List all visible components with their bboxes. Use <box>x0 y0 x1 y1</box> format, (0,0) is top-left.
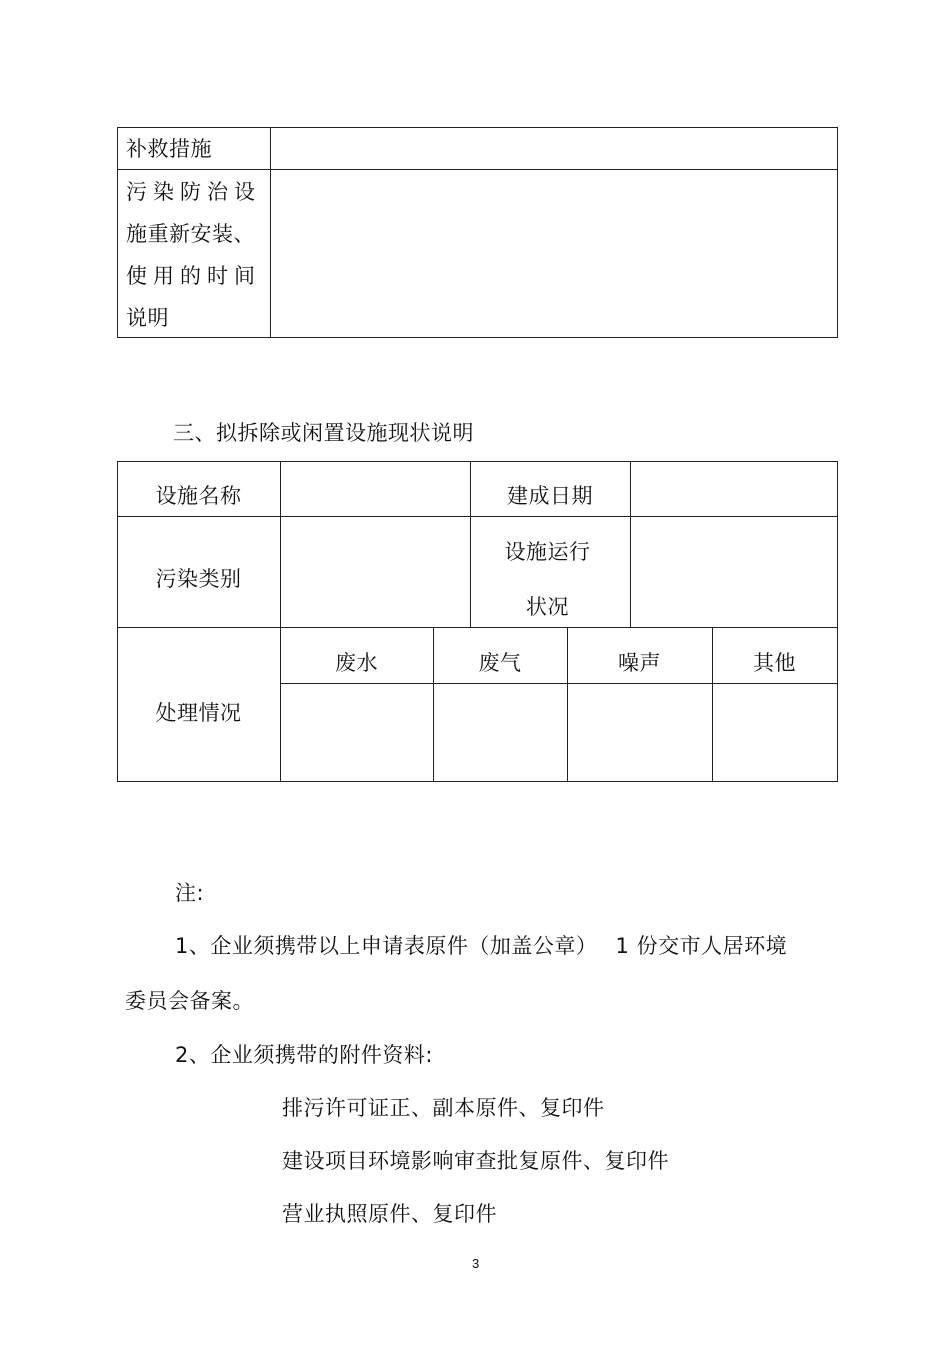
install-time-label-line1: 污染防治设 <box>126 180 261 204</box>
table2-row-divider-2 <box>117 627 838 628</box>
table2-row-divider-3 <box>280 683 838 684</box>
section3-heading: 三、拟拆除或闲置设施现状说明 <box>173 421 474 445</box>
table2-border-right <box>837 461 838 782</box>
page-number: 3 <box>472 1256 480 1271</box>
attachment-item-2: 建设项目环境影响审查批复原件、复印件 <box>282 1149 669 1173</box>
table1-row-divider <box>117 169 838 170</box>
remedial-measures-label: 补救措施 <box>126 137 212 161</box>
table2-border-top <box>117 461 838 462</box>
install-time-label-line2: 施重新安装、 <box>126 222 255 246</box>
table2-border-left <box>117 461 118 782</box>
install-time-label-line4: 说明 <box>126 306 169 330</box>
facility-name-label: 设施名称 <box>155 484 242 508</box>
pollution-type-label: 污染类别 <box>155 567 242 591</box>
table1-column-divider <box>270 127 271 338</box>
table2-row-divider-1 <box>117 516 838 517</box>
table1-border-bottom <box>117 337 838 338</box>
table1-border-right <box>837 127 838 338</box>
operation-status-label-line2: 状况 <box>526 595 569 619</box>
table1-border-top <box>117 127 838 128</box>
note-item-2: 2、企业须携带的附件资料: <box>175 1043 433 1067</box>
treatment-label: 处理情况 <box>155 701 242 725</box>
attachment-item-1: 排污许可证正、副本原件、复印件 <box>282 1096 605 1120</box>
install-time-label-line3: 使用的时间 <box>126 264 261 288</box>
wastewater-column-header: 废水 <box>335 651 378 675</box>
waste-gas-column-header: 废气 <box>478 651 522 675</box>
build-date-label: 建成日期 <box>507 484 593 508</box>
operation-status-label-line1: 设施运行 <box>504 540 591 564</box>
attachment-item-3: 营业执照原件、复印件 <box>282 1202 497 1226</box>
noise-column-header: 噪声 <box>618 651 661 675</box>
note-item-1-line1: 1、企业须携带以上申请表原件（加盖公章） 1 份交市人居环境 <box>175 934 788 958</box>
table2-col-divider-1 <box>280 461 281 782</box>
other-column-header: 其他 <box>753 651 796 675</box>
notes-title: 注: <box>175 881 205 905</box>
table2-col-divider-3 <box>630 461 631 628</box>
table1-border-left <box>117 127 118 338</box>
note-item-1-line2: 委员会备案。 <box>125 989 254 1013</box>
table2-border-bottom <box>117 781 838 782</box>
